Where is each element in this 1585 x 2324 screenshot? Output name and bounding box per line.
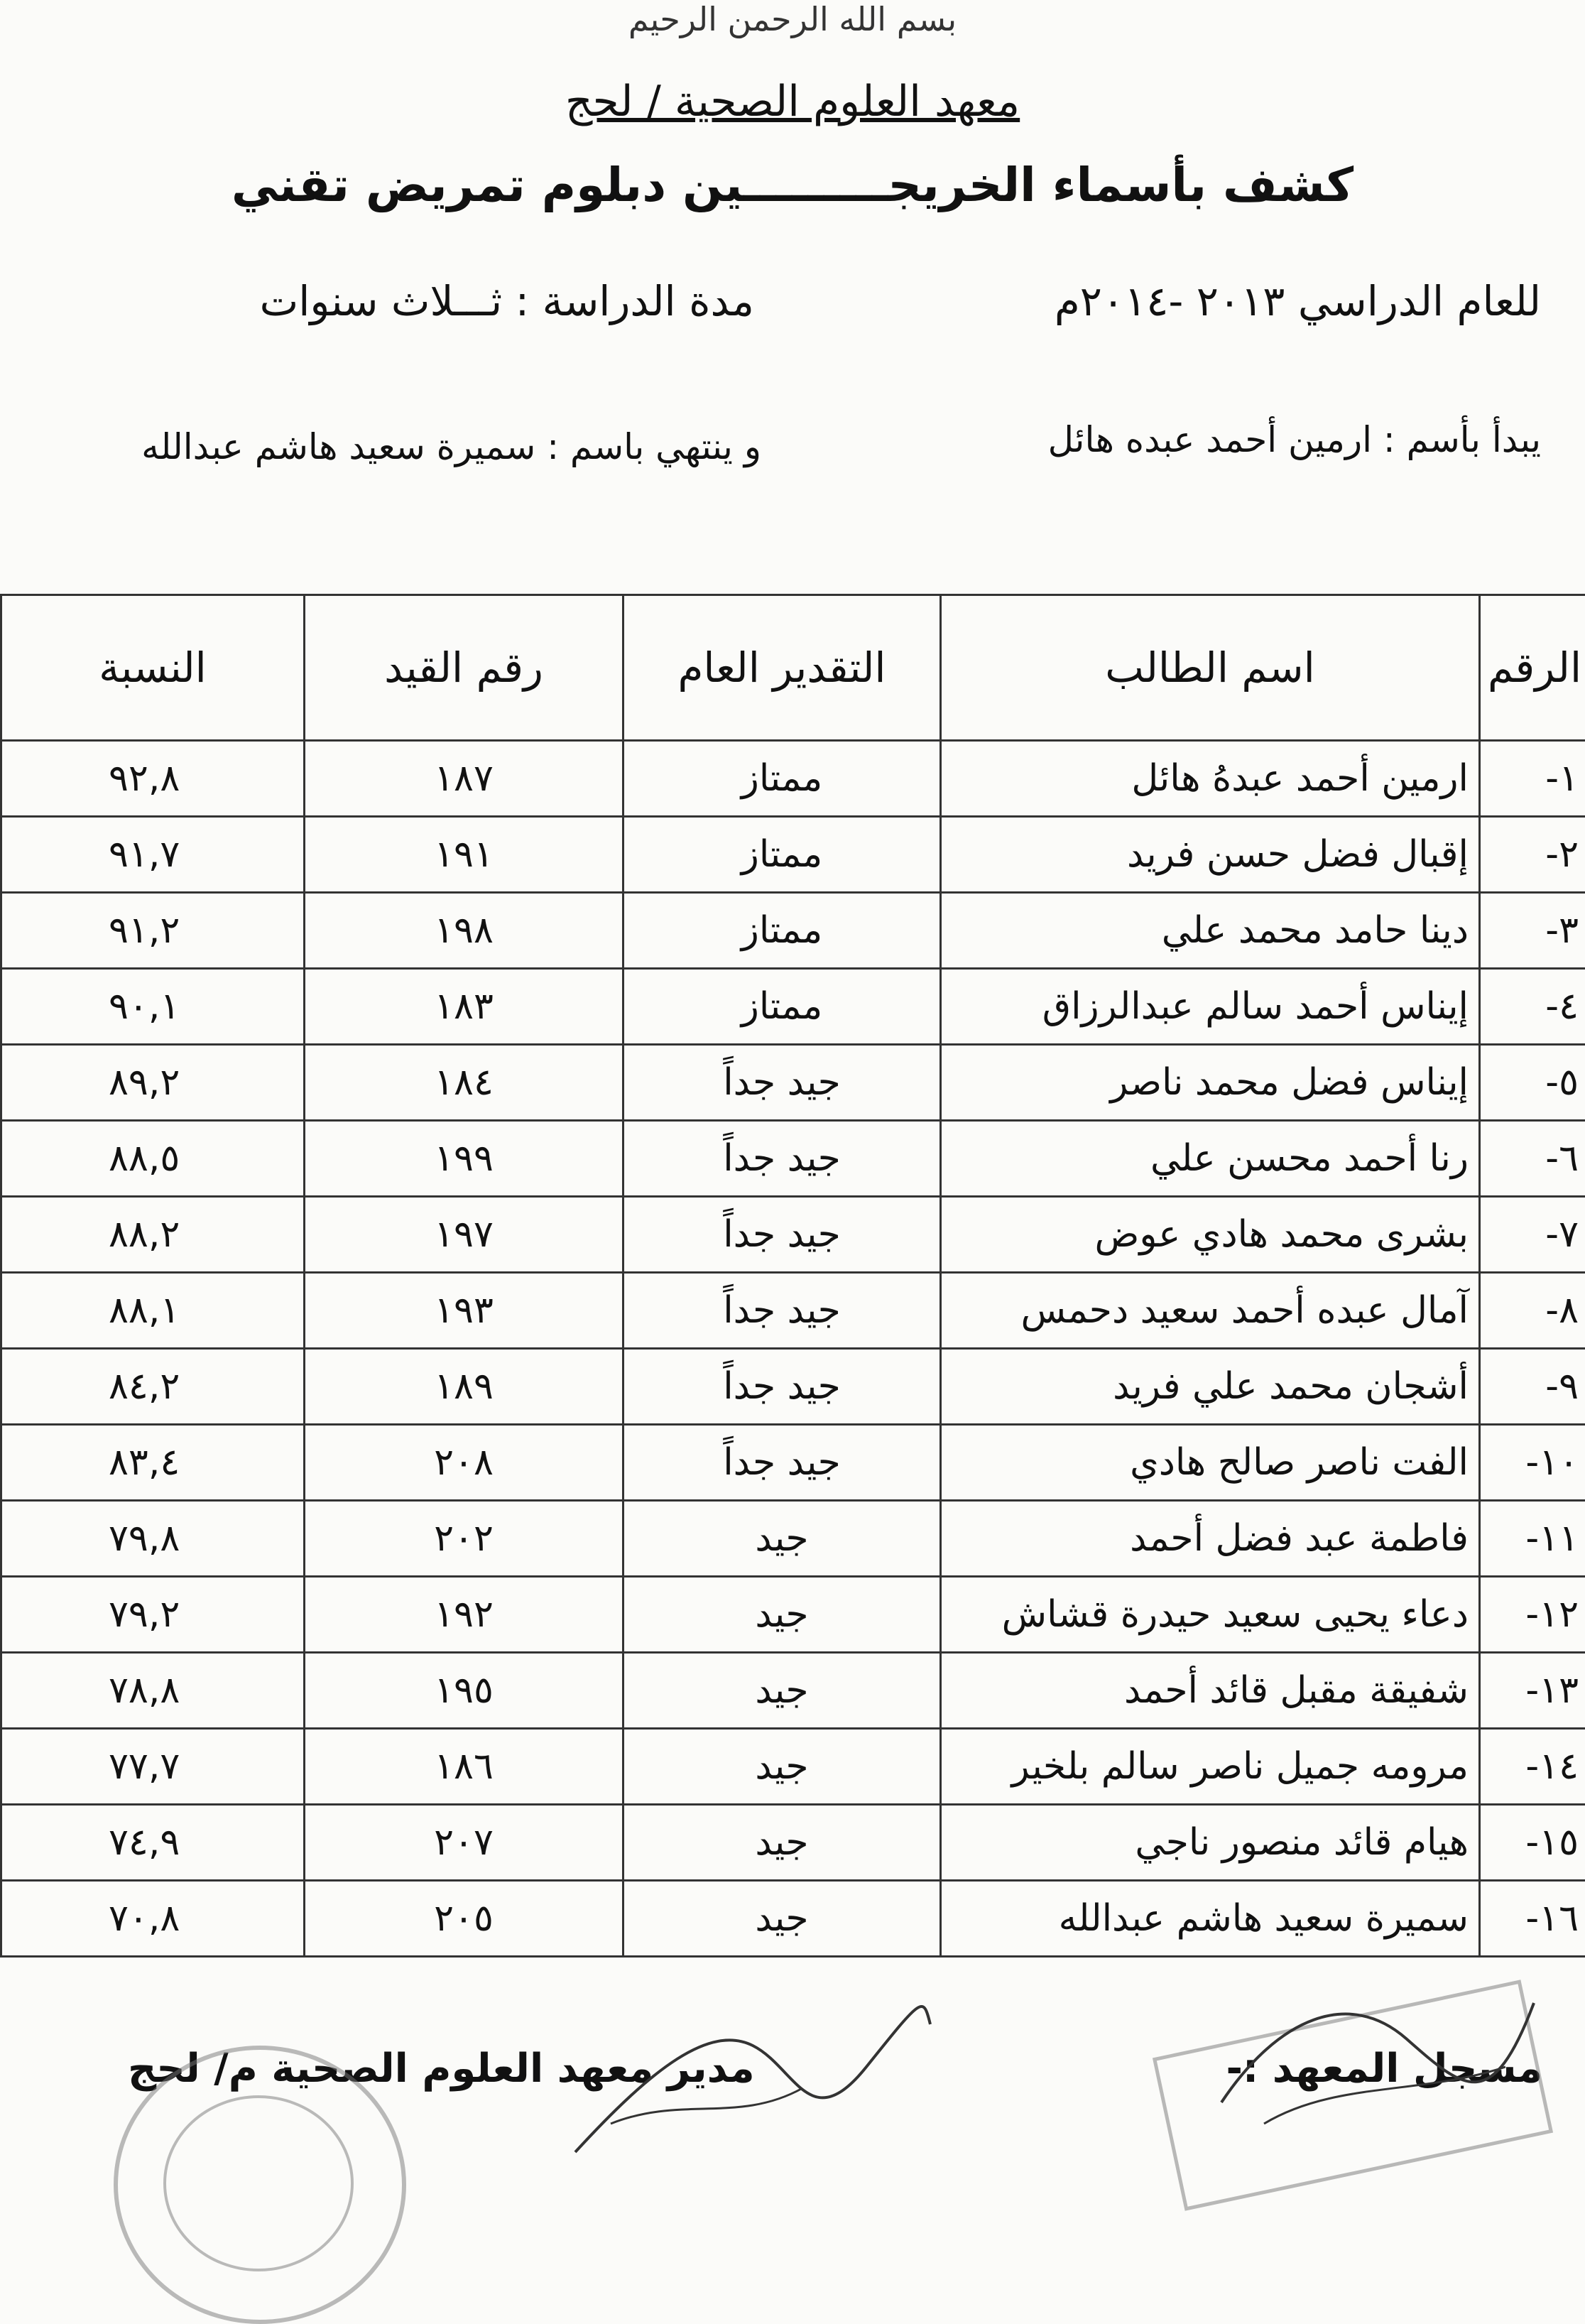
header-registration: رقم القيد xyxy=(305,595,623,741)
table-row xyxy=(1,1045,1585,1121)
registration-number-cell: ١٩٨ xyxy=(305,893,623,969)
row-number-cell: ١٥- xyxy=(1480,1805,1585,1881)
document-title: كشف بأسماء الخريجـــــــــين دبلوم تمريض تقني xyxy=(0,158,1585,212)
table-row xyxy=(1,1425,1585,1501)
percentage-cell: ٧٧,٧ xyxy=(1,1729,305,1805)
grade-cell: جيد جداً xyxy=(623,1045,941,1121)
student-name-cell: إيناس فضل محمد ناصر xyxy=(941,1045,1480,1121)
registration-number-cell: ١٩٢ xyxy=(305,1577,623,1653)
header-number: الرقم xyxy=(1480,595,1585,741)
percentage-cell: ٩١,٢ xyxy=(1,893,305,969)
percentage-cell: ٧٩,٨ xyxy=(1,1501,305,1577)
percentage-cell: ٨٨,٢ xyxy=(1,1197,305,1273)
registration-number-cell: ١٩٩ xyxy=(305,1121,623,1197)
row-number-cell: ١٠- xyxy=(1480,1425,1585,1501)
percentage-cell: ٩٠,١ xyxy=(1,969,305,1045)
registration-number-cell: ١٨٧ xyxy=(305,741,623,817)
table-body xyxy=(1,741,1585,1957)
registration-number-cell: ١٨٦ xyxy=(305,1729,623,1805)
director-signature-icon xyxy=(568,1982,937,2195)
row-number-cell: ٤- xyxy=(1480,969,1585,1045)
basmala: بسم الله الرحمن الرحيم xyxy=(0,0,1585,38)
percentage-cell: ٧٤,٩ xyxy=(1,1805,305,1881)
percentage-cell: ٨٣,٤ xyxy=(1,1425,305,1501)
grade-cell: جيد xyxy=(623,1501,941,1577)
registration-number-cell: ١٩١ xyxy=(305,817,623,893)
table-row xyxy=(1,1805,1585,1881)
study-duration: مدة الدراسة : ثـــلاث سنوات xyxy=(260,277,754,325)
table-row xyxy=(1,1501,1585,1577)
last-name-line: و ينتهي باسم : سميرة سعيد هاشم عبدالله xyxy=(141,426,761,467)
registration-number-cell: ١٩٧ xyxy=(305,1197,623,1273)
student-name-cell: هيام قائد منصور ناجي xyxy=(941,1805,1480,1881)
row-number-cell: ١٤- xyxy=(1480,1729,1585,1805)
percentage-cell: ٩٢,٨ xyxy=(1,741,305,817)
student-name-cell: الفت ناصر صالح هادي xyxy=(941,1425,1480,1501)
row-number-cell: ٦- xyxy=(1480,1121,1585,1197)
graduates-table xyxy=(0,594,1585,1958)
row-number-cell: ١٢- xyxy=(1480,1577,1585,1653)
table-row xyxy=(1,1121,1585,1197)
grade-cell: جيد جداً xyxy=(623,1273,941,1349)
table-row xyxy=(1,1729,1585,1805)
grade-cell: جيد xyxy=(623,1729,941,1805)
row-number-cell: ٩- xyxy=(1480,1349,1585,1425)
grade-cell: ممتاز xyxy=(623,969,941,1045)
student-name-cell: رنا أحمد محسن علي xyxy=(941,1121,1480,1197)
row-number-cell: ١- xyxy=(1480,741,1585,817)
row-number-cell: ٥- xyxy=(1480,1045,1585,1121)
registration-number-cell: ٢٠٢ xyxy=(305,1501,623,1577)
table-row xyxy=(1,1349,1585,1425)
student-name-cell: ارمين أحمد عبدهُ هائل xyxy=(941,741,1480,817)
header-percentage: النسبة xyxy=(1,595,305,741)
academic-year: للعام الدراسي ٢٠١٣ -٢٠١٤م xyxy=(1055,277,1541,325)
registration-number-cell: ٢٠٥ xyxy=(305,1881,623,1957)
row-number-cell: ٧- xyxy=(1480,1197,1585,1273)
grade-cell: ممتاز xyxy=(623,893,941,969)
grade-cell: جيد xyxy=(623,1881,941,1957)
grade-cell: جيد جداً xyxy=(623,1425,941,1501)
table-row xyxy=(1,1881,1585,1957)
student-name-cell: بشرى محمد هادي عوض xyxy=(941,1197,1480,1273)
percentage-cell: ٧٠,٨ xyxy=(1,1881,305,1957)
grade-cell: جيد جداً xyxy=(623,1197,941,1273)
percentage-cell: ٨٩,٢ xyxy=(1,1045,305,1121)
student-name-cell: إيناس أحمد سالم عبدالرزاق xyxy=(941,969,1480,1045)
grade-cell: ممتاز xyxy=(623,817,941,893)
student-name-cell: دينا حامد محمد علي xyxy=(941,893,1480,969)
row-number-cell: ١١- xyxy=(1480,1501,1585,1577)
table-row xyxy=(1,1577,1585,1653)
row-number-cell: ٨- xyxy=(1480,1273,1585,1349)
student-name-cell: شفيقة مقبل قائد أحمد xyxy=(941,1653,1480,1729)
registration-number-cell: ١٩٣ xyxy=(305,1273,623,1349)
registrar-signature-label: مسجل المعهد :- xyxy=(1226,2046,1542,2092)
student-name-cell: دعاء يحيى سعيد حيدرة قشاش xyxy=(941,1577,1480,1653)
student-name-cell: سميرة سعيد هاشم عبدالله xyxy=(941,1881,1480,1957)
percentage-cell: ٧٨,٨ xyxy=(1,1653,305,1729)
table-header-row xyxy=(1,595,1585,741)
grade-cell: جيد xyxy=(623,1577,941,1653)
registration-number-cell: ٢٠٧ xyxy=(305,1805,623,1881)
table-row xyxy=(1,893,1585,969)
registration-number-cell: ٢٠٨ xyxy=(305,1425,623,1501)
grade-cell: جيد جداً xyxy=(623,1349,941,1425)
table-row xyxy=(1,1653,1585,1729)
table-row xyxy=(1,817,1585,893)
registration-number-cell: ١٨٣ xyxy=(305,969,623,1045)
student-name-cell: فاطمة عبد فضل أحمد xyxy=(941,1501,1480,1577)
table-row xyxy=(1,969,1585,1045)
student-name-cell: أشجان محمد علي فريد xyxy=(941,1349,1480,1425)
row-number-cell: ٣- xyxy=(1480,893,1585,969)
director-signature-label: مدير معهد العلوم الصحية م/ لحج xyxy=(128,2046,755,2092)
first-name-line: يبدأ بأسم : ارمين أحمد عبده هائل xyxy=(1048,419,1541,460)
registration-number-cell: ١٩٥ xyxy=(305,1653,623,1729)
registrar-signature-icon xyxy=(1207,1960,1548,2145)
inner-seal-ring-icon xyxy=(163,2095,354,2271)
grade-cell: جيد جداً xyxy=(623,1121,941,1197)
header-grade: التقدير العام xyxy=(623,595,941,741)
grade-cell: جيد xyxy=(623,1805,941,1881)
percentage-cell: ٨٤,٢ xyxy=(1,1349,305,1425)
student-name-cell: آمال عبده أحمد سعيد دحمس xyxy=(941,1273,1480,1349)
percentage-cell: ٨٨,١ xyxy=(1,1273,305,1349)
table-row xyxy=(1,1197,1585,1273)
row-number-cell: ١٦- xyxy=(1480,1881,1585,1957)
grade-cell: ممتاز xyxy=(623,741,941,817)
percentage-cell: ٩١,٧ xyxy=(1,817,305,893)
student-name-cell: مرومه جميل ناصر سالم بلخير xyxy=(941,1729,1480,1805)
percentage-cell: ٨٨,٥ xyxy=(1,1121,305,1197)
student-name-cell: إقبال فضل حسن فريد xyxy=(941,817,1480,893)
table-row xyxy=(1,1273,1585,1349)
registration-number-cell: ١٨٤ xyxy=(305,1045,623,1121)
percentage-cell: ٧٩,٢ xyxy=(1,1577,305,1653)
header-student-name: اسم الطالب xyxy=(941,595,1480,741)
registration-number-cell: ١٨٩ xyxy=(305,1349,623,1425)
row-number-cell: ١٣- xyxy=(1480,1653,1585,1729)
row-number-cell: ٢- xyxy=(1480,817,1585,893)
institute-name: معهد العلوم الصحية / لحج xyxy=(0,77,1585,126)
grade-cell: جيد xyxy=(623,1653,941,1729)
table-row xyxy=(1,741,1585,817)
